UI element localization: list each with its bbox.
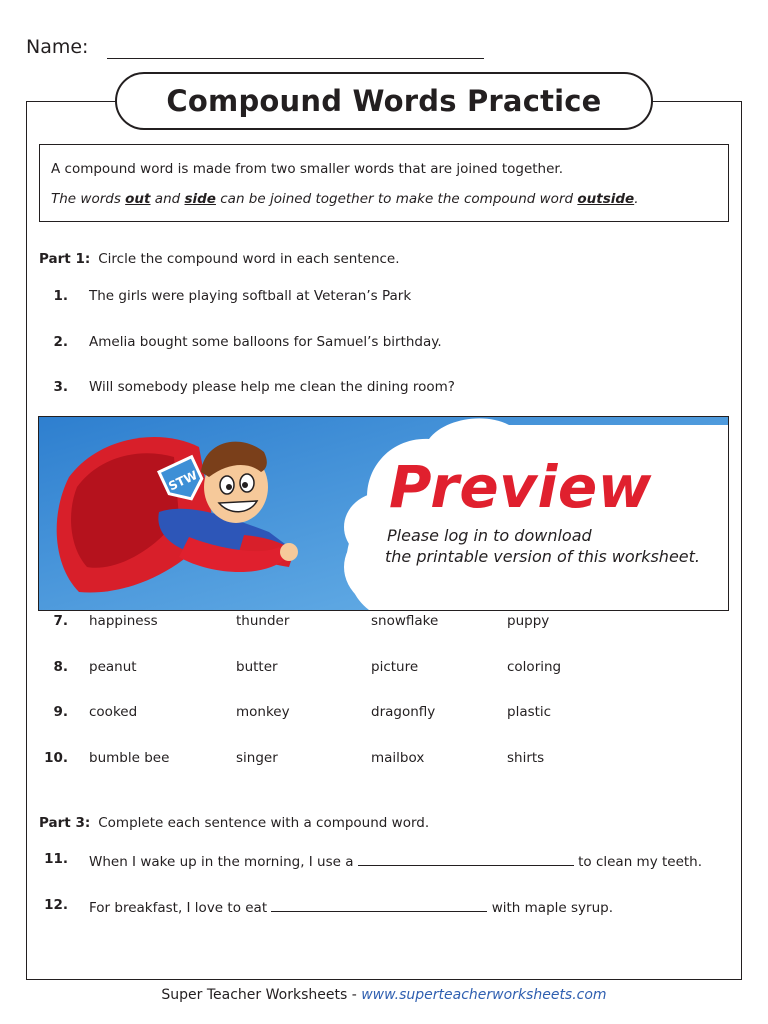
part2-word[interactable]: plastic bbox=[507, 704, 552, 720]
part2-word[interactable]: monkey bbox=[236, 704, 290, 720]
part2-row-number: 10. bbox=[44, 750, 68, 766]
part2-row-number: 8. bbox=[53, 659, 68, 675]
part1-item-number: 2. bbox=[53, 334, 68, 350]
name-line[interactable] bbox=[107, 58, 484, 59]
part2-word[interactable]: singer bbox=[236, 750, 278, 766]
part3-heading: Part 3: Complete each sentence with a compound word. bbox=[39, 815, 430, 831]
worksheet-title: Compound Words Practice bbox=[115, 72, 653, 130]
preview-line1: Please log in to download bbox=[387, 526, 592, 545]
part1-sentence[interactable]: The girls were playing softball at Veteran’s Park bbox=[89, 288, 412, 304]
part2-word[interactable]: peanut bbox=[89, 659, 137, 675]
part3-sentence: When I wake up in the morning, I use a to clean my teeth. bbox=[89, 851, 702, 870]
part2-word[interactable]: coloring bbox=[507, 659, 562, 675]
intro-example: The words out and side can be joined together to make the compound word outside. bbox=[51, 191, 639, 207]
part1-sentence[interactable]: Will somebody please help me clean the dining room? bbox=[89, 379, 455, 395]
name-label: Name: bbox=[26, 36, 89, 58]
footer-url[interactable]: www.superteacherworksheets.com bbox=[361, 987, 607, 1003]
answer-blank[interactable] bbox=[271, 897, 487, 912]
intro-box bbox=[39, 144, 729, 222]
part2-word[interactable]: thunder bbox=[236, 613, 290, 629]
part2-word[interactable]: bumble bee bbox=[89, 750, 170, 766]
part2-word[interactable]: mailbox bbox=[371, 750, 425, 766]
preview-heading: Preview bbox=[389, 453, 652, 521]
answer-blank[interactable] bbox=[358, 851, 574, 866]
part2-word[interactable]: butter bbox=[236, 659, 278, 675]
part2-row-number: 7. bbox=[53, 613, 68, 629]
example-word-out: out bbox=[125, 191, 151, 207]
example-word-outside: outside bbox=[577, 191, 635, 207]
footer-brand: Super Teacher Worksheets - bbox=[161, 987, 362, 1003]
part2-word[interactable]: dragonfly bbox=[371, 704, 436, 720]
badge-text: STW bbox=[166, 468, 200, 494]
part2-word[interactable]: picture bbox=[371, 659, 419, 675]
part2-word[interactable]: puppy bbox=[507, 613, 550, 629]
part1-heading: Part 1: Circle the compound word in each sentence. bbox=[39, 251, 400, 267]
part3-sentence: For breakfast, I love to eat with maple syrup. bbox=[89, 897, 613, 916]
part3-item-number: 11. bbox=[44, 851, 68, 867]
part2-word[interactable]: snowflake bbox=[371, 613, 439, 629]
preview-banner bbox=[38, 416, 729, 611]
part2-word[interactable]: cooked bbox=[89, 704, 138, 720]
part1-sentence[interactable]: Amelia bought some balloons for Samuel’s birthday. bbox=[89, 334, 442, 350]
intro-definition: A compound word is made from two smaller words that are joined together. bbox=[51, 161, 564, 177]
preview-line2: the printable version of this worksheet. bbox=[385, 547, 700, 566]
part1-item-number: 1. bbox=[53, 288, 68, 304]
part1-item-number: 3. bbox=[53, 379, 68, 395]
example-word-side: side bbox=[184, 191, 216, 207]
part3-item-number: 12. bbox=[44, 897, 68, 913]
footer bbox=[0, 987, 768, 1003]
part2-row-number: 9. bbox=[53, 704, 68, 720]
part2-word[interactable]: shirts bbox=[507, 750, 545, 766]
part2-word[interactable]: happiness bbox=[89, 613, 158, 629]
